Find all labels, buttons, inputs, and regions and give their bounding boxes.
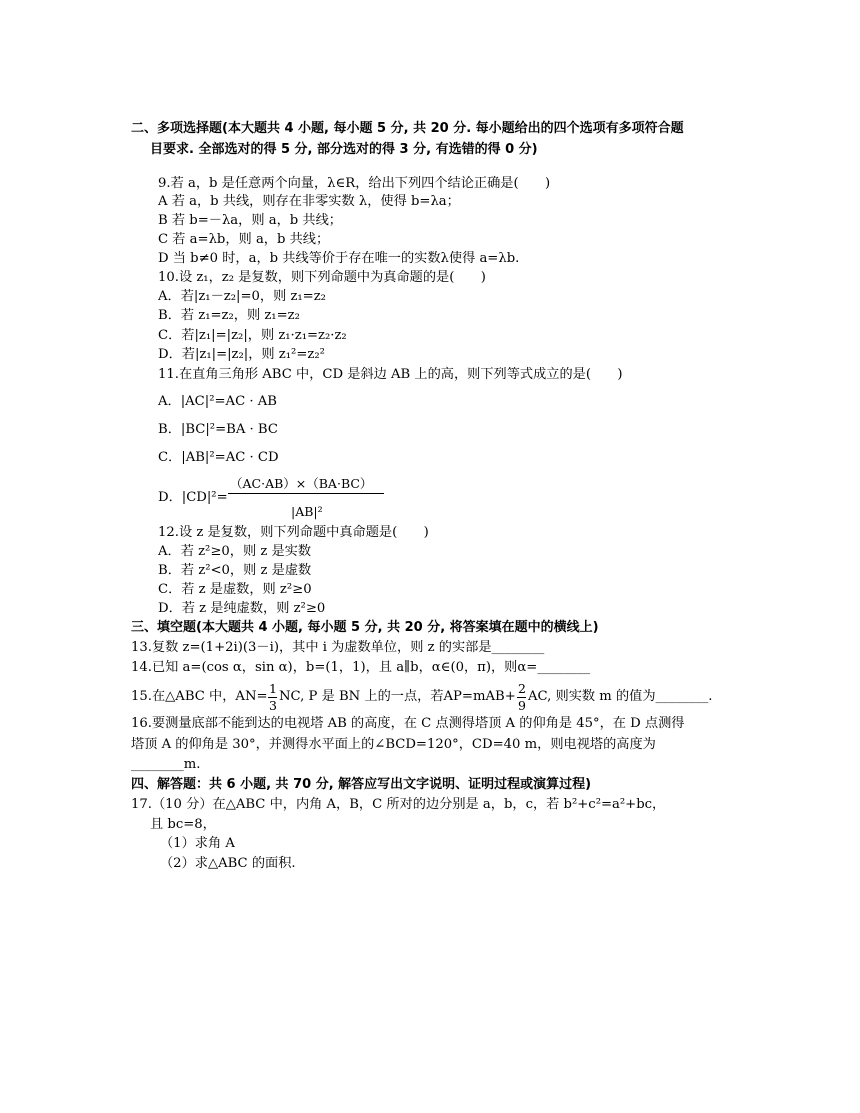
q15-fraction2-numerator: 2 [518,681,526,696]
q15-text-left: 15.在△ABC 中，AN= [131,689,268,704]
q14-text: 14.已知 a=(cos α，sin α)，b=(1，1)，且 a∥b，α∈(0，π)，则α=________ [131,660,591,675]
section2-heading-line1: 二、多项选择题(本大题共 4 小题, 每小题 5 分, 共 20 分. 每小题给出的四个选项有多项符合题 [131,121,684,136]
q11-option-d-denominator: |AB|² [291,504,323,519]
q11-option-b: B．|BC|²=BA · BC [158,422,278,437]
q10-option-c: C．若|z₁|=|z₂|，则 z₁·z₁=z₂·z₂ [158,328,347,343]
q9-option-c: C 若 a=λb，则 a，b 共线； [158,232,330,247]
q9-option-d: D 当 b≠0 时，a，b 共线等价于存在唯一的实数λ使得 a=λb. [158,251,520,266]
q12-option-a: A．若 z²≥0，则 z 是实数 [158,544,312,559]
q16-line2: 塔顶 A 的仰角是 30°，并测得水平面上的∠BCD=120°，CD=40 m，则电视塔的高度为 [131,737,656,752]
q11-option-a: A．|AC|²=AC · AB [158,394,277,409]
q11-option-d-fraction-bar [228,493,384,494]
q17-line1: 17.（10 分）在△ABC 中，内角 A，B，C 所对的边分别是 a，b，c，若 b²+c²=a²+bc， [131,797,666,812]
q12-option-b: B．若 z²<0，则 z 是虚数 [158,563,312,578]
q16-line1: 16.要测量底部不能到达的电视塔 AB 的高度，在 C 点测得塔顶 A 的仰角是 45°，在 D 点测得 [131,716,685,731]
q11-option-d-numerator: （AC·AB）×（BA·BC） [230,476,373,491]
q12-option-d: D．若 z 是纯虚数，则 z²≥0 [158,601,326,616]
q12-stem: 12.设 z 是复数，则下列命题中真命题是( ) [158,525,429,540]
q16-line3: ________m. [131,757,201,772]
q9-option-b: B 若 b=－λa，则 a，b 共线； [158,213,342,228]
q11-stem: 11.在直角三角形 ABC 中，CD 是斜边 AB 上的高，则下列等式成立的是( ) [158,367,623,382]
section2-heading-line2: 目要求. 全部选对的得 5 分, 部分选对的得 3 分, 有选错的得 0 分) [150,142,538,157]
q15-text-middle: NC, P 是 BN 上的一点，若AP=mAB+ [279,689,516,704]
q15-fraction1-numerator: 1 [269,681,277,696]
q10-option-a: A．若|z₁－z₂|=0，则 z₁=z₂ [158,289,326,304]
q11-option-d-label: D．|CD|²= [158,490,228,505]
q17-part2: （2）求△ABC 的面积. [160,856,296,871]
q13-text: 13.复数 z=(1+2i)(3－i)，其中 i 为虚数单位，则 z 的实部是________ [131,640,545,655]
q9-stem: 9.若 a，b 是任意两个向量，λ∈R，给出下列四个结论正确是( ) [158,176,551,191]
q15-text-right: AC, 则实数 m 的值为________. [528,689,713,704]
q10-stem: 10.设 z₁，z₂ 是复数，则下列命题中为真命题的是( ) [158,270,486,285]
q10-option-d: D．若|z₁|=|z₂|，则 z₁²=z₂² [158,347,325,362]
q15-fraction2-denominator: 9 [518,698,526,713]
q9-option-a: A 若 a，b 共线，则存在非零实数 λ，使得 b=λa； [158,194,460,209]
q17-part1: （1）求角 A [160,836,235,851]
q12-option-c: C．若 z 是虚数，则 z²≥0 [158,582,312,597]
q17-line2: 且 bc=8， [150,817,216,832]
section3-heading: 三、填空题(本大题共 4 小题, 每小题 5 分, 共 20 分, 将答案填在题中的横线上) [131,620,599,635]
section4-heading: 四、解答题：共 6 小题, 共 70 分, 解答应写出文字说明、证明过程或演算过程) [131,777,592,792]
q11-option-c: C．|AB|²=AC · CD [158,450,279,465]
q15-fraction1-denominator: 3 [269,698,277,713]
q10-option-b: B．若 z₁=z₂，则 z₁=z₂ [158,308,300,323]
